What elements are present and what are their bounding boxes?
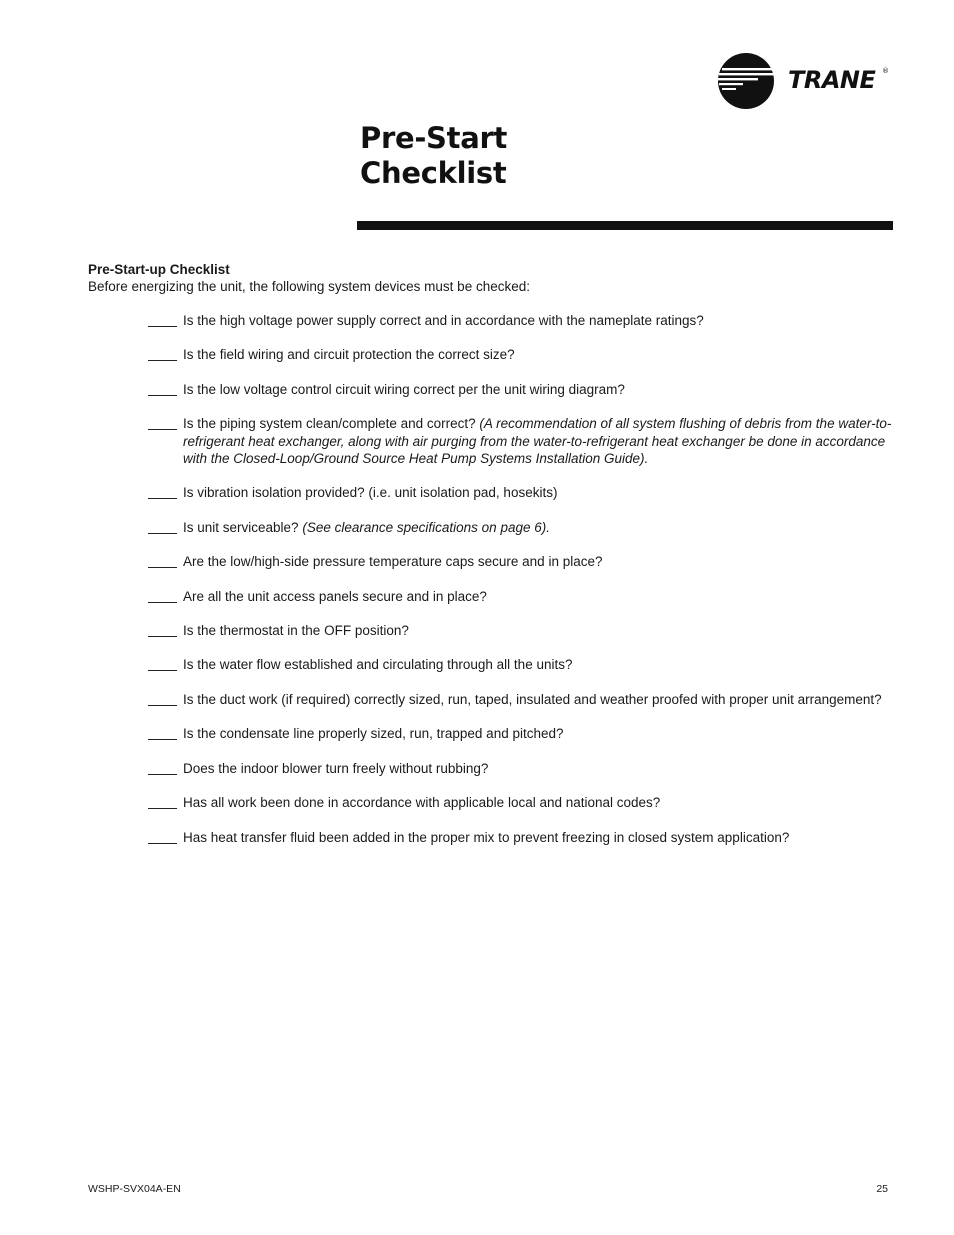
checkbox-blank[interactable] (148, 622, 177, 637)
checklist-item-body (183, 312, 896, 329)
checklist-item-body (183, 794, 896, 811)
checklist-item-body (183, 381, 896, 398)
checklist-item (148, 691, 896, 708)
checklist-item-body (183, 829, 896, 846)
checklist-item (148, 760, 896, 777)
checklist (148, 312, 896, 863)
checklist-item-text: Is the condensate line properly sized, run, trapped and pitched? (183, 726, 564, 742)
footer-page-number: 25 (876, 1183, 888, 1195)
checkbox-blank[interactable] (148, 312, 177, 327)
checklist-item-body (183, 553, 896, 570)
checklist-item-text: Is unit serviceable? (183, 519, 299, 535)
checklist-item (148, 588, 896, 605)
checklist-item-body (183, 656, 896, 673)
checklist-item-text: Is the water flow established and circulating through all the units? (183, 657, 573, 673)
checklist-item (148, 622, 896, 639)
section-heading: Pre-Start-up Checklist (88, 262, 230, 277)
footer-doc-id: WSHP-SVX04A-EN (88, 1183, 181, 1195)
checkbox-blank[interactable] (148, 691, 177, 706)
checklist-item-body (183, 725, 896, 742)
checkbox-blank[interactable] (148, 588, 177, 603)
checkbox-blank[interactable] (148, 346, 177, 361)
checklist-item (148, 656, 896, 673)
checkbox-blank[interactable] (148, 794, 177, 809)
checklist-item-text: Has all work been done in accordance with applicable local and national codes? (183, 795, 661, 811)
checklist-item-body (183, 415, 896, 467)
checklist-item (148, 381, 896, 398)
checkbox-blank[interactable] (148, 725, 177, 740)
checklist-item-text: Is the piping system clean/complete and correct? (183, 416, 476, 432)
page-title (360, 121, 507, 191)
checklist-item (148, 415, 896, 467)
checklist-item-body (183, 691, 896, 708)
brand-wordmark: TRANE (788, 66, 876, 94)
checkbox-blank[interactable] (148, 415, 177, 430)
trane-logo-graphic (716, 51, 892, 111)
checklist-item (148, 484, 896, 501)
checklist-item-body (183, 484, 896, 501)
checkbox-blank[interactable] (148, 484, 177, 499)
checklist-item-text: Is the field wiring and circuit protection the correct size? (183, 347, 515, 363)
checklist-item-text: Is the thermostat in the OFF position? (183, 623, 409, 639)
checklist-item (148, 312, 896, 329)
checkbox-blank[interactable] (148, 553, 177, 568)
page-title-line-1: Pre-Start (360, 121, 508, 155)
checklist-item-note: (See clearance specifications on page 6). (302, 519, 550, 535)
checkbox-blank[interactable] (148, 829, 177, 844)
trane-logo (716, 51, 892, 111)
checklist-item-body (183, 588, 896, 605)
checklist-item-text: Are all the unit access panels secure and in place? (183, 588, 487, 604)
checklist-item-text: Is vibration isolation provided? (i.e. unit isolation pad, hosekits) (183, 485, 558, 501)
checklist-item-text: Does the indoor blower turn freely without rubbing? (183, 760, 489, 776)
checklist-item (148, 553, 896, 570)
checklist-item-text: Is the high voltage power supply correct and in accordance with the nameplate ratings? (183, 313, 704, 328)
section-intro: Before energizing the unit, the following system devices must be checked: (88, 279, 530, 294)
checkbox-blank[interactable] (148, 656, 177, 671)
checklist-item-text: Are the low/high-side pressure temperature caps secure and in place? (183, 554, 603, 570)
checklist-item-body (183, 622, 896, 639)
title-rule (357, 221, 893, 230)
checkbox-blank[interactable] (148, 760, 177, 775)
checkbox-blank[interactable] (148, 381, 177, 396)
checklist-item (148, 519, 896, 536)
checklist-item (148, 829, 896, 846)
registered-mark: ® (882, 67, 889, 75)
checklist-item (148, 346, 896, 363)
checklist-item (148, 725, 896, 742)
section-header (88, 261, 893, 295)
checklist-item-text: Is the low voltage control circuit wiring correct per the unit wiring diagram? (183, 381, 625, 397)
checkbox-blank[interactable] (148, 519, 177, 534)
checklist-item-body (183, 346, 896, 363)
checklist-item-body (183, 519, 896, 536)
checklist-item-text: Has heat transfer fluid been added in the proper mix to prevent freezing in closed system application? (183, 829, 790, 845)
page-title-line-2: Checklist (360, 156, 507, 190)
checklist-item (148, 794, 896, 811)
checklist-item-body (183, 760, 896, 777)
checklist-item-note: (A recommendation of all system flushing of debris from the water-to-refrigerant heat exchanger, along with air purging from the water-to-refrigerant heat exchanger be done in accordance with the Closed-Loop/Ground Source Heat Pump Systems Installation Guide). (183, 416, 892, 467)
checklist-item-text: Is the duct work (if required) correctly sized, run, taped, insulated and weather proofed with proper unit arrangement? (183, 691, 882, 707)
